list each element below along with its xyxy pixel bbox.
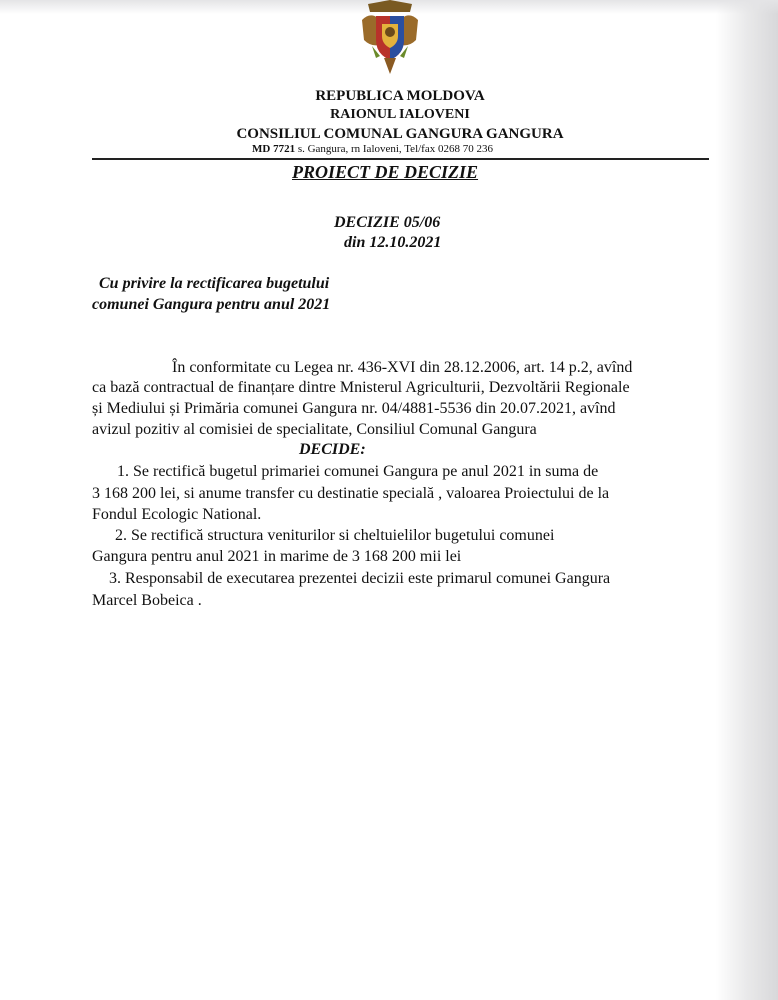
- decision-number: DECIZIE 05/06: [334, 214, 441, 231]
- point-2-line-2: Gangura pentru anul 2021 in marime de 3 168 200 mii lei: [92, 548, 462, 565]
- header-address: [252, 143, 493, 155]
- point-1-line-3: Fondul Ecologic National.: [92, 506, 262, 523]
- point-3-line-1: 3. Responsabil de executarea prezentei decizii este primarul comunei Gangura: [109, 570, 611, 587]
- header-country: REPUBLICA MOLDOVA: [315, 88, 485, 104]
- preamble-line-4: avizul pozitiv al comisiei de specialitate, Consiliul Comunal Gangura: [92, 421, 537, 438]
- header-divider: [92, 158, 709, 160]
- preamble-line-1: În conformitate cu Legea nr. 436-XVI din 28.12.2006, art. 14 p.2, avînd: [172, 359, 633, 376]
- document-title: PROIECT DE DECIZIE: [292, 162, 479, 182]
- subject-line-2: comunei Gangura pentru anul 2021: [92, 296, 331, 313]
- point-2-line-1: 2. Se rectifică structura veniturilor si cheltuielilor bugetului comunei: [115, 527, 555, 544]
- preamble-line-3: și Mediului și Primăria comunei Gangura nr. 04/4881-5536 din 20.07.2021, avînd: [92, 400, 616, 417]
- header-council: CONSILIUL COMUNAL GANGURA GANGURA: [236, 126, 564, 142]
- moldova-coat-of-arms-icon: [360, 0, 420, 74]
- address-code: MD 7721: [252, 143, 296, 155]
- point-3-line-2: Marcel Bobeica .: [92, 592, 202, 609]
- preamble-line-2: ca bază contractual de finanțare dintre Mnisterul Agriculturii, Dezvoltării Regionale: [92, 379, 630, 396]
- decision-date: din 12.10.2021: [344, 234, 442, 251]
- header-district: RAIONUL IALOVENI: [330, 107, 470, 122]
- decide-heading: DECIDE:: [299, 441, 366, 458]
- point-1-line-1: 1. Se rectifică bugetul primariei comunei Gangura pe anul 2021 in suma de: [117, 463, 599, 480]
- point-1-line-2: 3 168 200 lei, si anume transfer cu destinatie specială , valoarea Proiectului de la: [92, 485, 610, 502]
- subject-line-1: Cu privire la rectificarea bugetului: [99, 275, 330, 292]
- address-rest: s. Gangura, rn Ialoveni, Tel/fax 0268 70 236: [295, 143, 493, 155]
